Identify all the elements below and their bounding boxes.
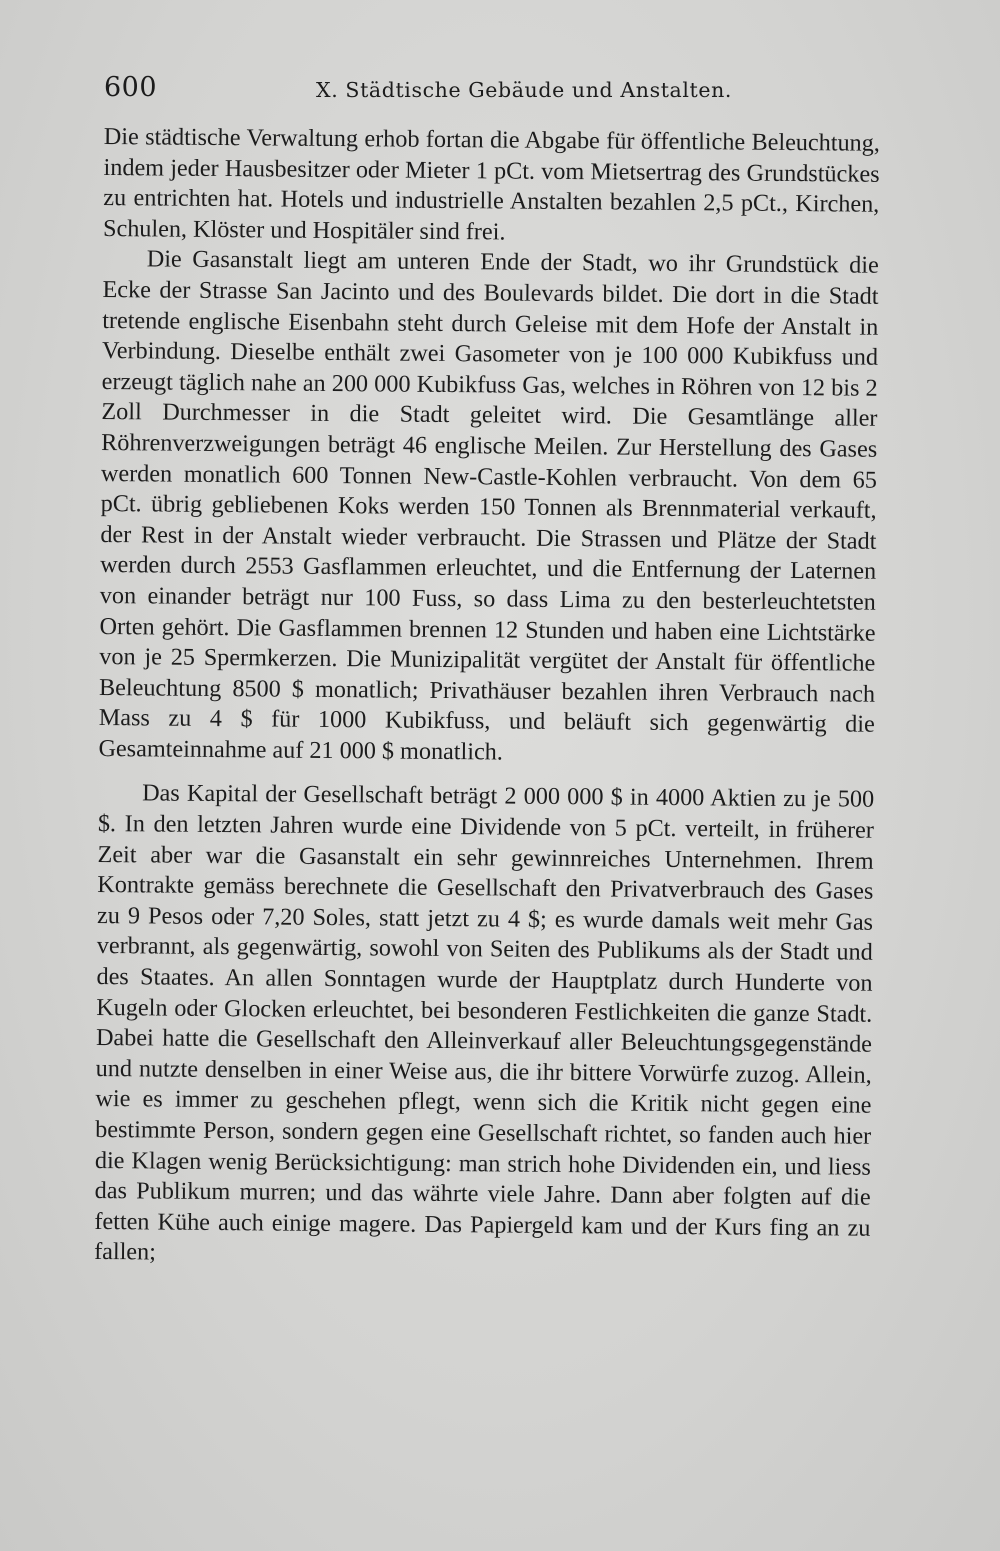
paragraph-3: Das Kapital der Gesellschaft beträgt 2 000 000 $ in 4000 Aktien zu je 500 $. In den letzten Jahren wurde eine Dividende von 5 pCt. verteilt, in früherer Zeit aber war die Gasanstalt ein sehr gewinnreiches Unternehmen. Ihrem Kontrakte gemäss berechnete die Gesellschaft den Privatverbrauch des Gases zu 9 Pesos oder 7,20 Soles, statt jetzt zu 4 $; es wurde damals weit mehr Gas verbrannt, als gegenwärtig, sowohl von Seiten des Publikums als der Stadt und des Staates. An allen Sonntagen wurde der Hauptplatz durch Hunderte von Kugeln oder Glocken erleuchtet, bei besonderen Festlichkeiten die ganze Stadt. Dabei hatte die Gesellschaft den Alleinverkauf aller Beleuchtungsgegenstände und nutzte denselben in einer Weise aus, die ihr bittere Vorwürfe zuzog. Allein, wie es immer zu geschehen pflegt, wenn sich die Kritik nicht gegen eine bestimmte Person, sondern gegen eine Gesellschaft richtet, so fanden auch hier die Klagen wenig Berücksichtigung: man strich hohe Dividenden ein, und liess das Publikum murren; und das währte viele Jahre. Dann aber folgten auf die fetten Kühe auch einige magere. Das Papiergeld kam und der Kurs fing an zu fallen; — [94, 779, 875, 1266]
page-header — [104, 66, 880, 106]
running-head: X. Städtische Gebäude und Anstalten. — [316, 78, 733, 102]
body-text — [94, 122, 880, 1275]
paragraph-2: Die Gasanstalt liegt am unteren Ende der Stadt, wo ihr Grundstück die Ecke der Strasse San Jacinto und des Boulevards bildet. Die dort in die Stadt tretende englische Eisenbahn steht durch Geleise mit dem Hofe der Anstalt in Verbindung. Dieselbe enthält zwei Gasometer von je 100 000 Kubikfuss und erzeugt täglich nahe an 200 000 Kubikfuss Gas, welches in Röhren von 12 bis 2 Zoll Durchmesser in die Stadt geleitet wird. Die Gesamtlänge aller Röhrenverzweigungen beträgt 46 englische Meilen. Zur Herstellung des Gases werden monatlich 600 Tonnen New-Castle-Kohlen verbraucht. Von dem 65 pCt. übrig gebliebenen Koks werden 150 Tonnen als Brennmaterial verkauft, der Rest in der Anstalt wieder verbraucht. Die Strassen und Plätze der Stadt werden durch 2553 Gasflammen erleuchtet, und die Entfernung der Laternen von einander beträgt nur 100 Fuss, so dass Lima zu den besterleuchtetsten Orten gehört. Die Gasflammen brennen 12 Stunden und haben eine Lichtstärke von je 25 Spermkerzen. Die Munizipalität vergütet der Anstalt für öffentliche Beleuchtung 8500 $ monatlich; Privathäuser bezahlen ihren Verbrauch nach Mass zu 4 $ für 1000 Kubikfuss, und beläuft sich gegenwärtig die Gesamteinnahme auf 21 000 $ monatlich. — [98, 245, 879, 766]
page-number: 600 — [104, 72, 158, 103]
paragraph-1: Die städtische Verwaltung erhob fortan die Abgabe für öffentliche Beleuchtung, indem jeder Hausbesitzer oder Mieter 1 pCt. vom Mietsertrag des Grundstückes zu entrichten hat. Hotels und industrielle Anstalten bezahlen 2,5 pCt., Kirchen, Schulen, Klöster und Hospitäler sind frei. — [102, 122, 880, 246]
